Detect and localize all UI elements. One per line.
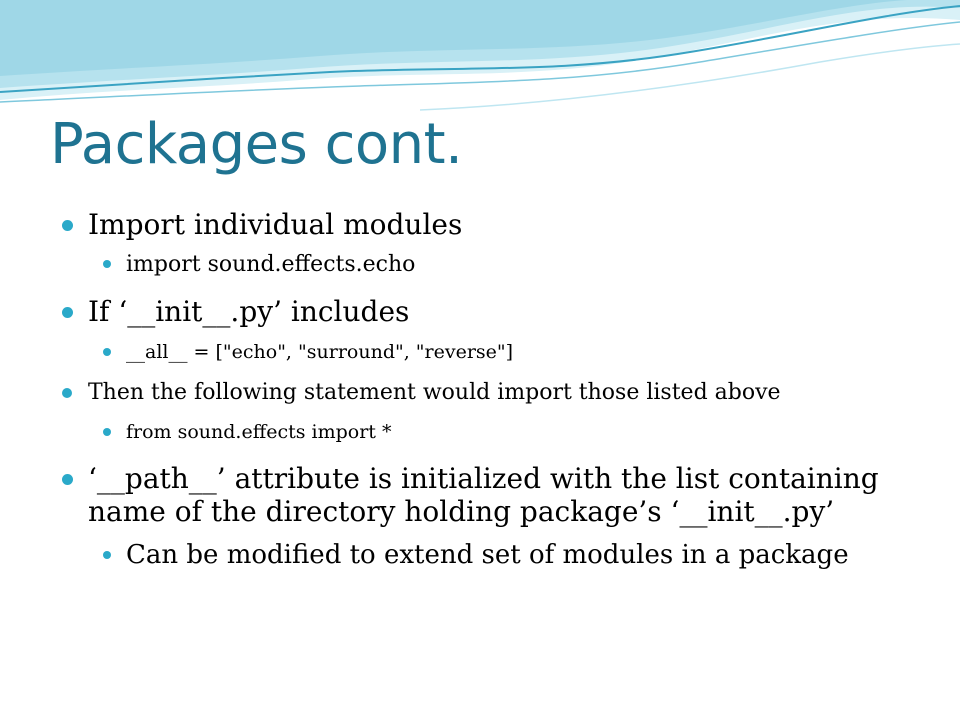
subbullet-import-sound-effects-echo: import sound.effects.echo xyxy=(60,251,940,278)
bullet-path-attribute: ‘__path__’ attribute is initialized with the list containing name of the directory holding package’s ‘__init__.py’ xyxy=(60,462,940,528)
decorative-wave-header xyxy=(0,0,960,120)
bullet-list xyxy=(60,208,940,571)
bullet-import-individual-modules: Import individual modules xyxy=(60,208,940,241)
subbullet-all-list: __all__ = ["echo", "surround", "reverse"] xyxy=(60,340,940,364)
bullet-init-py-includes: If ‘__init__.py’ includes xyxy=(60,295,940,328)
slide-title: Packages cont. xyxy=(50,112,463,177)
subbullet-extend-modules: Can be modified to extend set of modules in a package xyxy=(60,540,940,571)
bullet-following-statement: Then the following statement would import those listed above xyxy=(60,379,940,406)
subbullet-from-sound-effects-import: from sound.effects import * xyxy=(60,420,940,444)
